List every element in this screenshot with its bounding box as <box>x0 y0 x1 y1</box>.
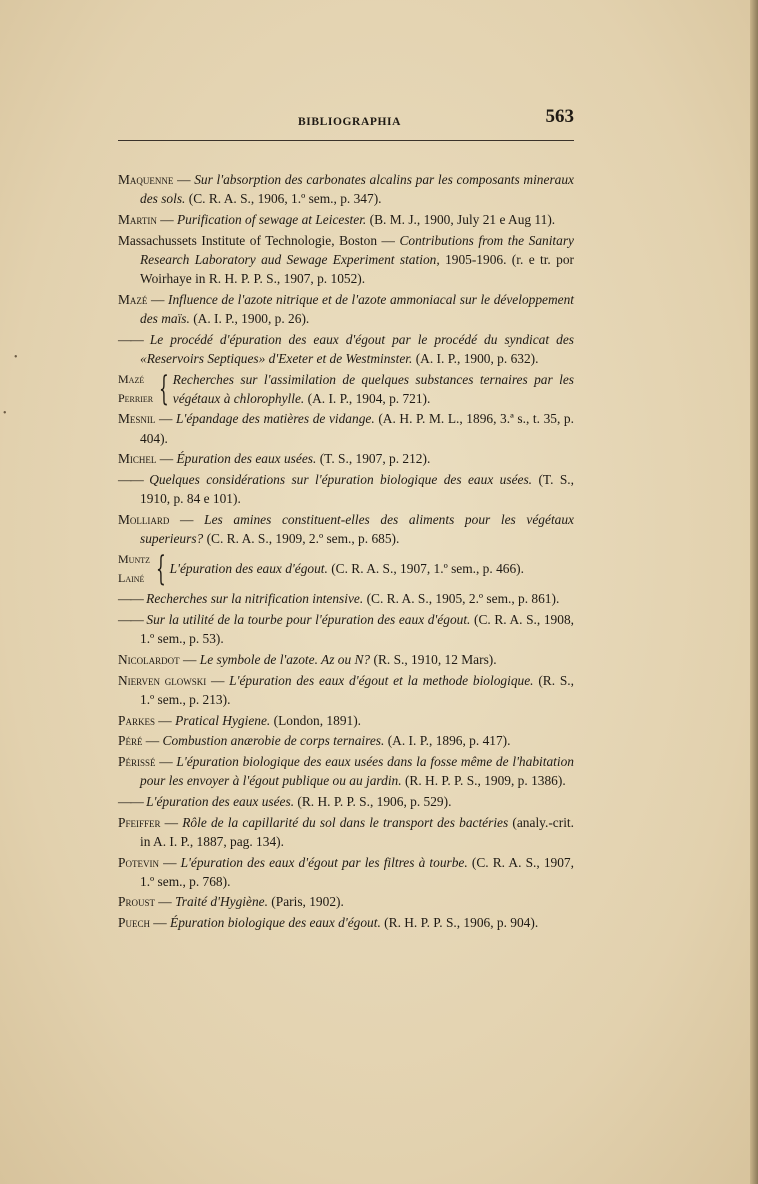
bib-entry <box>118 409 574 447</box>
bib-entry <box>118 170 574 208</box>
bib-entry <box>118 470 574 508</box>
entry-ditto-dash: —— <box>118 612 143 628</box>
bib-entry <box>118 290 574 328</box>
entry-reference: (C. R. A. S., 1907, 1.º sem., p. 768). <box>140 854 574 889</box>
entry-title: Combustion anærobie de corps ternaires. <box>162 733 385 749</box>
entry-title: Rôle de la capillarité du sol dans le transport des bactéries <box>182 814 509 830</box>
entry-title: Traité d'Hygiène. <box>175 894 268 910</box>
entry-reference: 1905-1906. (r. e tr. por Woirhaye in R. H. P. P. S., 1907, p. 1052). <box>140 251 574 287</box>
entry-title: Influence de l'azote nitrique et de l'azote ammoniacal sur le développement des maïs. <box>140 291 575 326</box>
bib-entry <box>118 671 574 709</box>
entry-reference: (R. H. P. P. S., 1909, p. 1386). <box>404 773 566 789</box>
entry-title: Épuration des eaux usées. <box>176 451 317 467</box>
entry-title: Recherches sur l'assimilation de quelques substances ternaires par les végétaux à chlorophylle. <box>172 371 574 406</box>
page-edge-shadow <box>750 0 758 1184</box>
bib-entry <box>118 231 574 289</box>
entry-author: Parkes — <box>118 712 172 728</box>
entry-reference: (A. I. P., 1904, p. 721). <box>307 390 431 406</box>
bib-entry <box>118 853 574 891</box>
bib-entry <box>118 330 574 368</box>
bibliography-list <box>118 170 574 934</box>
entry-title: Sur l'absorption des carbonates alcalins par les composants mineraux des sols. <box>140 172 574 207</box>
entry-ditto-dash: —— <box>118 472 143 488</box>
entry-reference: (London, 1891). <box>273 712 362 728</box>
margin-speck: • <box>3 408 7 419</box>
entry-reference: (C. R. A. S., 1908, 1.º sem., p. 53). <box>140 612 574 647</box>
entry-author: Maquenne — <box>118 172 191 187</box>
entry-title: Pratical Hygiene. <box>175 712 271 728</box>
entry-author: Martin — <box>118 211 174 227</box>
entry-reference: (analy.-crit. in A. I. P., 1887, pag. 134). <box>140 814 574 849</box>
entry-author: Molliard — <box>118 511 194 527</box>
entry-author: Périssé — <box>118 753 173 769</box>
bib-entry <box>118 731 574 750</box>
entry-reference: (A. H. P. M. L., 1896, 3.ª s., t. 35, p. 404). <box>140 411 574 446</box>
entry-title: Les amines constituent-elles des aliments pour les végétaux superieurs? <box>140 511 574 547</box>
brace-glyph: { <box>155 548 166 589</box>
entry-reference: (A. I. P., 1900, p. 632). <box>415 350 539 366</box>
entry-title: L'épuration des eaux d'égout et la methode biologique. <box>229 672 534 688</box>
entry-author: Nierven glowski — <box>118 672 225 688</box>
page-header <box>118 106 574 141</box>
bib-entry <box>118 589 574 608</box>
entry-author: Nicolardot — <box>118 651 197 667</box>
entry-reference: (C. R. A. S., 1907, 1.º sem., p. 466). <box>331 561 524 577</box>
entry-ditto-dash: —— <box>118 591 143 607</box>
entry-author: Potevin — <box>118 854 177 870</box>
entry-author: Proust — <box>118 894 172 910</box>
coauthor-names <box>118 550 154 588</box>
entry-title: L'épuration des eaux d'égout. <box>169 561 328 577</box>
bib-entry <box>118 711 574 730</box>
entry-ditto-dash: —— <box>118 331 143 347</box>
entry-author: Puech — <box>118 915 167 931</box>
bib-entry-coauthors <box>118 550 574 588</box>
entry-body <box>170 559 574 578</box>
entry-reference: (B. M. J., 1900, July 21 e Aug 11). <box>369 211 556 227</box>
margin-speck: • <box>14 352 18 363</box>
brace-glyph: { <box>159 368 169 409</box>
entry-title: Le procédé d'épuration des eaux d'égout par le procédé du syndicat des «Reservoirs Septiques» d'Exeter et de Westminster. <box>140 331 574 366</box>
entry-author: Massachussets Institute of Technologie, Boston — <box>118 232 395 248</box>
entry-reference: (R. S., 1.º sem., p. 213). <box>140 672 574 707</box>
entry-title: Épuration biologique des eaux d'égout. <box>170 915 381 931</box>
entry-author: Mazé — <box>118 291 165 307</box>
entry-title: Purification of sewage at Leicester. <box>176 211 367 227</box>
entry-title: L'épuration des eaux d'égout par les filtres à tourbe. <box>180 854 468 870</box>
bib-entry <box>118 892 574 911</box>
bib-entry <box>118 610 574 648</box>
entry-title: Le symbole de l'azote. Az ou N? <box>199 651 371 667</box>
bib-entry <box>118 752 574 790</box>
page-number: 563 <box>545 106 574 127</box>
entry-reference: (C. R. A. S., 1906, 1.º sem., p. 347). <box>188 191 382 207</box>
entry-author: Lainé <box>118 570 145 585</box>
bib-entry <box>118 210 574 229</box>
bib-entry <box>118 913 574 932</box>
entry-title: L'épuration des eaux usées. <box>146 793 295 809</box>
entry-reference: (T. S., 1910, p. 84 e 101). <box>140 472 574 507</box>
entry-title: Recherches sur la nitrification intensive. <box>146 591 364 607</box>
entry-title: Sur la utilité de la tourbe pour l'épuration des eaux d'égout. <box>146 612 471 628</box>
running-head: BIBLIOGRAPHIA <box>298 116 402 128</box>
coauthor-names <box>118 370 157 408</box>
entry-body <box>173 370 574 408</box>
entry-title: Contributions from the Sanitary Research Laboratory aud Sewage Experiment station, <box>140 232 574 267</box>
bib-entry <box>118 650 574 669</box>
entry-reference: (A. I. P., 1896, p. 417). <box>387 733 511 749</box>
entry-reference: (C. R. A. S., 1909, 2.º sem., p. 685). <box>206 531 400 547</box>
bib-entry-coauthors <box>118 370 574 408</box>
bib-entry <box>118 813 574 851</box>
entry-ditto-dash: —— <box>118 793 143 809</box>
entry-title: L'épuration biologique des eaux usées dans la fosse même de l'habitation pour les envoyer à l'égout publique ou au jardin. <box>140 753 574 789</box>
entry-reference: (C. R. A. S., 1905, 2.º sem., p. 861). <box>366 591 560 607</box>
entry-reference: (R. H. P. P. S., 1906, p. 529). <box>297 793 452 809</box>
entry-reference: (R. H. P. P. S., 1906, p. 904). <box>384 915 539 931</box>
entry-author: Péré — <box>118 733 160 749</box>
entry-title: L'épandage des matières de vidange. <box>176 411 375 427</box>
entry-reference: (T. S., 1907, p. 212). <box>319 451 431 467</box>
entry-author: Mazé <box>118 371 145 386</box>
entry-author: Muntz <box>118 551 150 566</box>
entry-reference: (A. I. P., 1900, p. 26). <box>193 310 310 326</box>
entry-reference: (R. S., 1910, 12 Mars). <box>373 651 497 667</box>
entry-reference: (Paris, 1902). <box>271 894 344 910</box>
entry-title: Quelques considérations sur l'épuration biologique des eaux usées. <box>149 472 533 488</box>
bib-entry <box>118 449 574 468</box>
entry-author: Pfeiffer — <box>118 814 179 830</box>
entry-author: Mesnil — <box>118 411 173 427</box>
bib-entry <box>118 792 574 811</box>
entry-author: Michel — <box>118 451 174 467</box>
bib-entry <box>118 510 574 548</box>
entry-author: Perrier <box>118 390 154 405</box>
